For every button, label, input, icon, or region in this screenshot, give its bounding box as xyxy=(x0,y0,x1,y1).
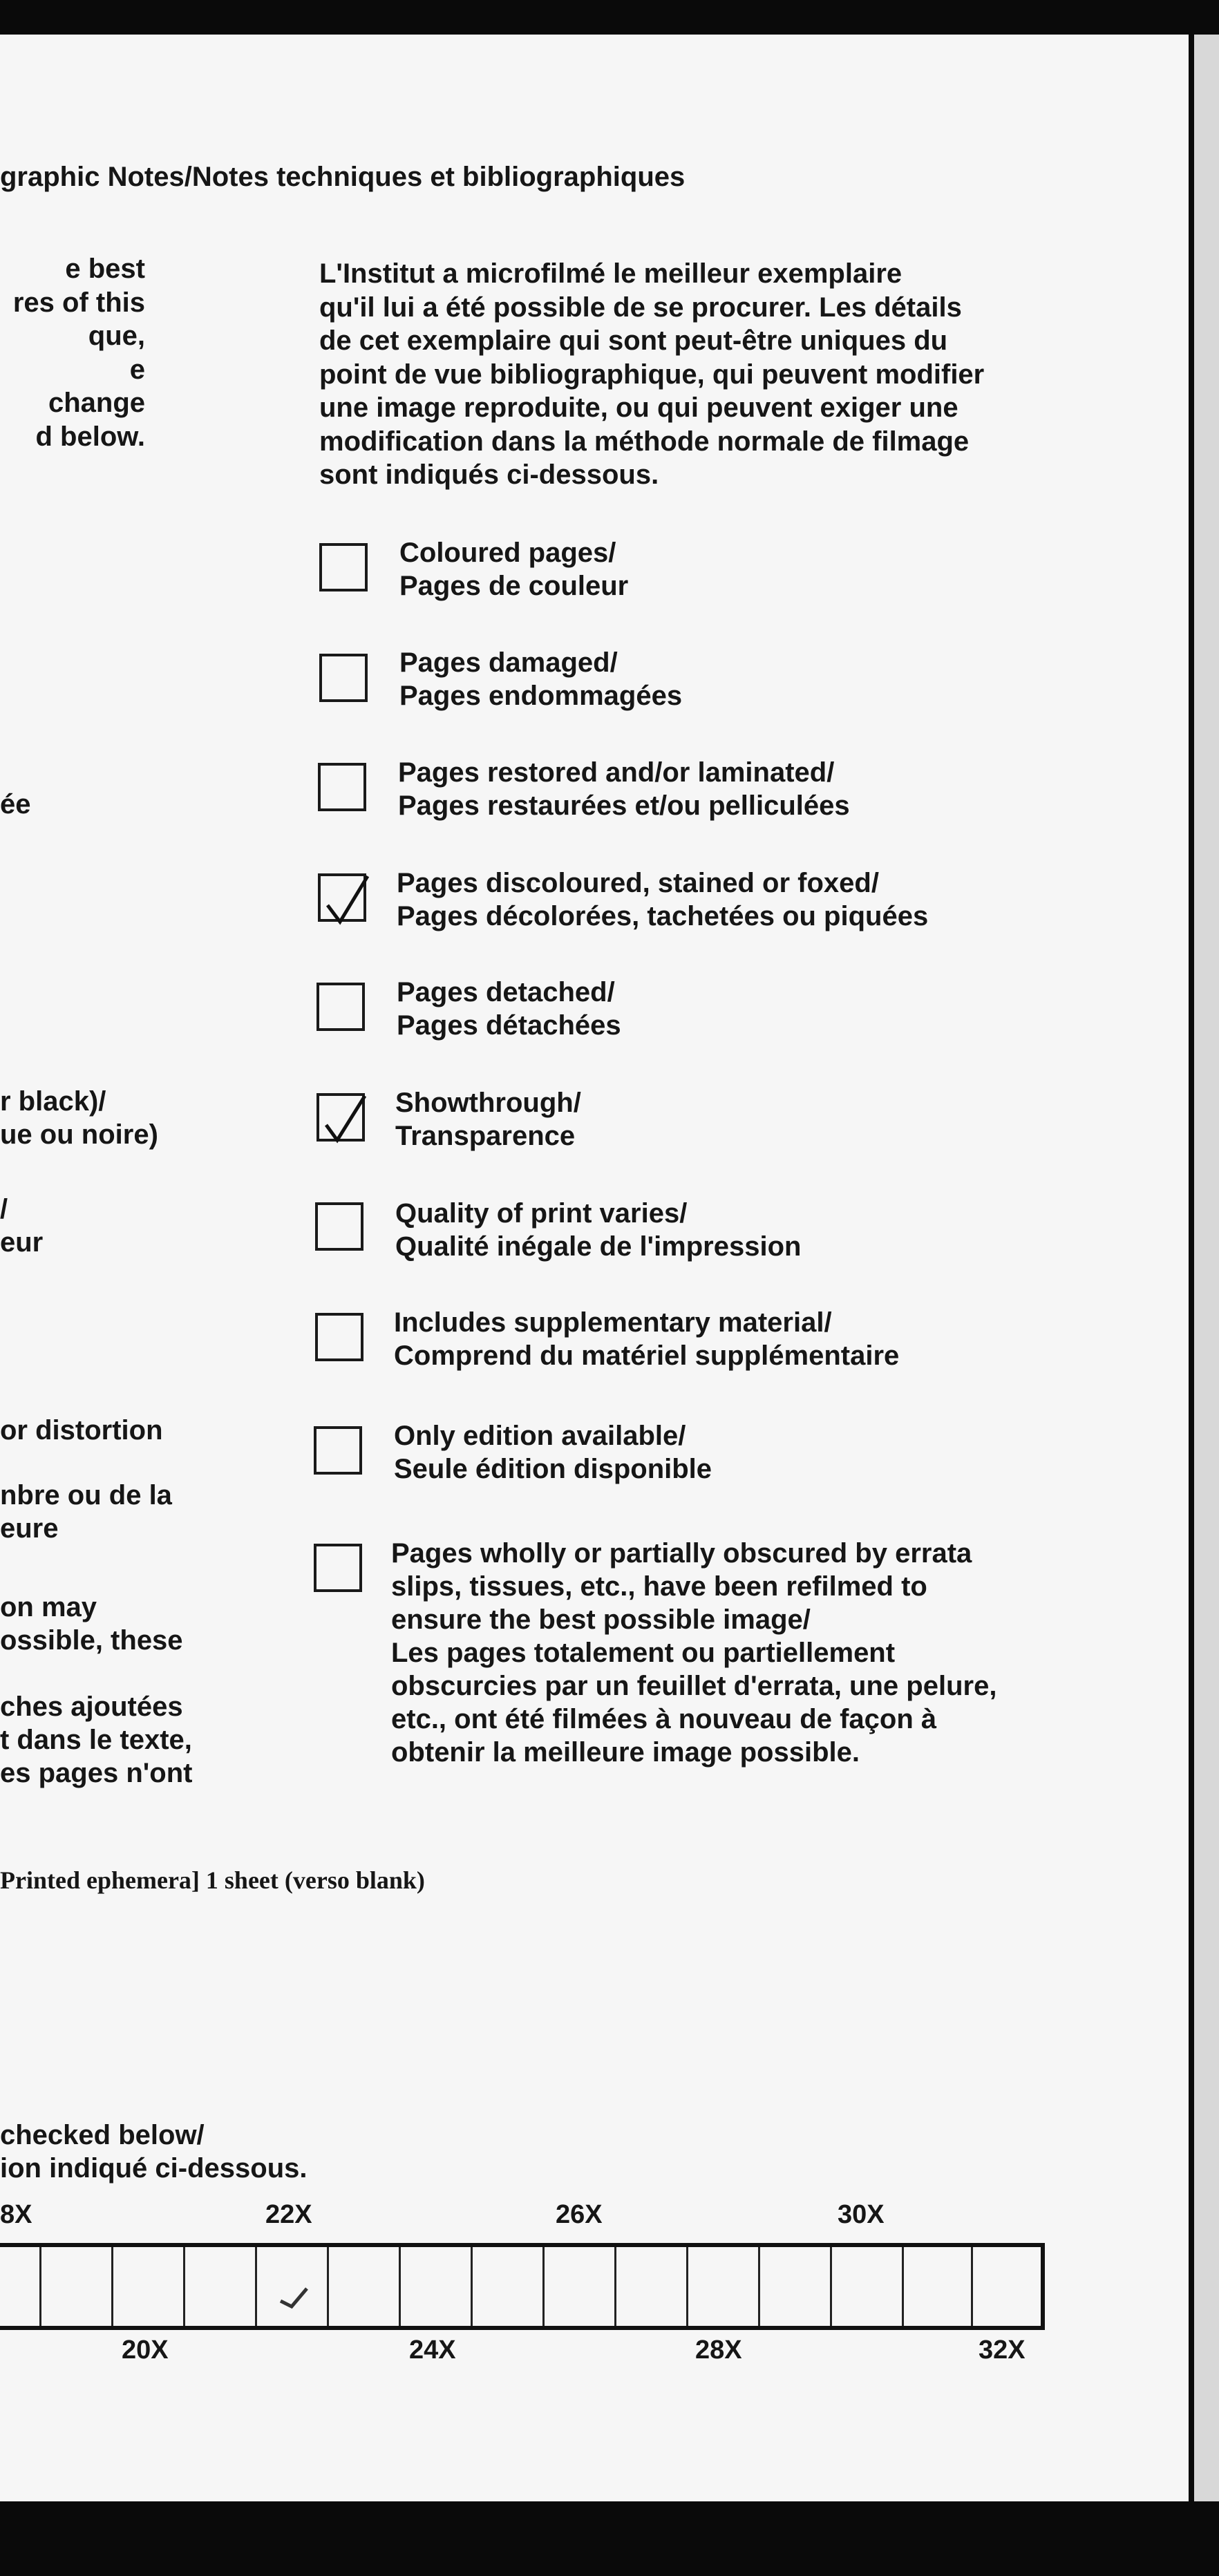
label-pages-discoloured xyxy=(397,866,928,933)
label-pages-obscured xyxy=(391,1537,996,1769)
intro-line: de cet exemplaire qui sont peut-être uniques du xyxy=(319,325,948,356)
scale-cell[interactable] xyxy=(0,2247,41,2326)
checkbox-showthrough[interactable] xyxy=(316,1093,365,1142)
checkbox-pages-discoloured[interactable] xyxy=(318,873,366,922)
label-line: Quality of print varies/ xyxy=(395,1198,688,1229)
label-line: Pages detached/ xyxy=(397,977,615,1007)
label-line: Pages wholly or partially obscured by errata xyxy=(391,1538,972,1569)
scale-cell[interactable] xyxy=(760,2247,832,2326)
scale-cell[interactable] xyxy=(832,2247,904,2326)
intro-line: une image reproduite, ou qui peuvent exiger une xyxy=(319,392,958,423)
scale-label-bottom: 28X xyxy=(695,2336,742,2365)
page-title: graphic Notes/Notes techniques et bibliographiques xyxy=(0,162,686,192)
checkbox-supplementary-material[interactable] xyxy=(315,1313,363,1361)
left-fragment-line: ue ou noire) xyxy=(0,1119,158,1150)
intro-line: sont indiqués ci-dessous. xyxy=(319,460,659,490)
scale-cell[interactable] xyxy=(113,2247,185,2326)
left-fragment xyxy=(0,1193,43,1259)
label-pages-restored xyxy=(398,756,850,822)
label-line: Showthrough/ xyxy=(395,1088,581,1118)
label-line: Pages discoloured, stained or foxed/ xyxy=(397,868,879,898)
left-fragment-line: on may xyxy=(0,1592,97,1622)
left-fragment: ée xyxy=(0,789,31,820)
scale-cell-checked[interactable] xyxy=(257,2247,329,2326)
intro-left-line: que, xyxy=(88,321,145,351)
check-mark-icon xyxy=(257,2247,329,2326)
label-coloured-pages xyxy=(399,536,628,603)
checkbox-only-edition[interactable] xyxy=(314,1426,362,1475)
checkbox-pages-obscured[interactable] xyxy=(314,1544,362,1592)
checkbox-pages-restored[interactable] xyxy=(318,763,366,811)
intro-line: point de vue bibliographique, qui peuvent modifier xyxy=(319,359,985,390)
label-line: Pages de couleur xyxy=(399,571,629,601)
scale-label-bottom: 32X xyxy=(979,2336,1026,2365)
left-fragment-line: / xyxy=(0,1194,8,1224)
adjacent-page-edge xyxy=(1194,35,1219,2501)
label-showthrough xyxy=(395,1086,581,1153)
left-fragment-line: or distortion xyxy=(0,1415,163,1446)
intro-left-line: res of this xyxy=(12,287,145,318)
label-line: Pages damaged/ xyxy=(399,647,618,678)
scale-cell[interactable] xyxy=(329,2247,401,2326)
label-line: Coloured pages/ xyxy=(399,538,616,568)
label-pages-damaged xyxy=(399,646,682,712)
checkbox-coloured-pages[interactable] xyxy=(319,543,368,591)
scale-label-top: 8X xyxy=(0,2200,32,2229)
scale-label-bottom: 20X xyxy=(122,2336,169,2365)
label-line: Transparence xyxy=(395,1121,576,1151)
left-fragment-line: t dans le texte, xyxy=(0,1725,192,1755)
scale-cell[interactable] xyxy=(185,2247,257,2326)
left-fragment xyxy=(0,1591,192,1790)
label-line: Pages restored and/or laminated/ xyxy=(398,757,835,788)
intro-left-line: e best xyxy=(65,254,145,284)
scale-label-top: 30X xyxy=(838,2200,885,2229)
label-line: Seule édition disponible xyxy=(394,1454,712,1484)
label-supplementary-material xyxy=(394,1306,899,1372)
scale-label-bottom: 24X xyxy=(409,2336,456,2365)
check-mark-icon xyxy=(322,872,372,927)
scale-cell[interactable] xyxy=(473,2247,545,2326)
reduction-line: checked below/ xyxy=(0,2120,205,2150)
label-line: obtenir la meilleure image possible. xyxy=(391,1737,860,1768)
label-pages-detached xyxy=(397,976,621,1042)
left-fragment-line: nbre ou de la xyxy=(0,1480,172,1510)
left-fragment-line: eur xyxy=(0,1227,44,1258)
reduction-ratio-text xyxy=(0,2119,308,2185)
intro-line: modification dans la méthode normale de filmage xyxy=(319,426,970,457)
label-quality-of-print xyxy=(395,1197,801,1263)
label-line: slips, tissues, etc., have been refilmed to xyxy=(391,1571,927,1602)
intro-left-line: e xyxy=(129,354,145,385)
left-fragment xyxy=(0,1085,158,1151)
label-line: ensure the best possible image/ xyxy=(391,1604,811,1635)
intro-left-line: change xyxy=(48,388,145,418)
label-line: Only edition available/ xyxy=(394,1421,686,1451)
checkbox-quality-of-print[interactable] xyxy=(315,1202,363,1251)
intro-paragraph xyxy=(319,257,1149,492)
reduction-line: ion indiqué ci-dessous. xyxy=(0,2153,308,2184)
left-fragment-line: eure xyxy=(0,1513,59,1544)
left-fragment-line: ches ajoutées xyxy=(0,1692,183,1722)
left-fragment-line: ossible, these xyxy=(0,1625,183,1656)
label-line: Pages détachées xyxy=(397,1010,621,1041)
label-only-edition xyxy=(394,1419,712,1486)
label-line: obscurcies par un feuillet d'errata, une pelure, xyxy=(391,1671,997,1701)
checkbox-pages-damaged[interactable] xyxy=(319,654,368,702)
intro-left-line: d below. xyxy=(35,421,145,452)
left-fragment-line: r black)/ xyxy=(0,1086,106,1117)
scale-label-top: 26X xyxy=(556,2200,603,2229)
check-mark-icon xyxy=(321,1092,370,1147)
checkbox-pages-detached[interactable] xyxy=(316,983,365,1031)
scale-cell[interactable] xyxy=(41,2247,113,2326)
scale-label-top: 22X xyxy=(265,2200,312,2229)
intro-line: L'Institut a microfilmé le meilleur exemplaire xyxy=(319,258,903,289)
label-line: Pages restaurées et/ou pelliculées xyxy=(398,790,850,821)
scale-cell[interactable] xyxy=(688,2247,760,2326)
scale-cell[interactable] xyxy=(904,2247,973,2326)
label-line: Qualité inégale de l'impression xyxy=(395,1231,802,1262)
label-line: etc., ont été filmées à nouveau de façon à xyxy=(391,1704,937,1734)
left-fragment xyxy=(0,1414,172,1545)
scale-cell[interactable] xyxy=(973,2247,1041,2326)
left-fragment-line xyxy=(0,1657,192,1690)
label-line: Pages endommagées xyxy=(399,681,683,711)
additional-comments-note: Printed ephemera] 1 sheet (verso blank) xyxy=(0,1866,425,1894)
scale-cell[interactable] xyxy=(545,2247,616,2326)
left-fragment-line: es pages n'ont xyxy=(0,1758,193,1788)
reduction-scale-grid xyxy=(0,2243,1045,2330)
label-line: Les pages totalement ou partiellement xyxy=(391,1638,896,1668)
label-line: Pages décolorées, tachetées ou piquées xyxy=(397,901,929,931)
scale-cell[interactable] xyxy=(401,2247,473,2326)
intro-line: qu'il lui a été possible de se procurer. Les détails xyxy=(319,292,962,323)
label-line: Comprend du matériel supplémentaire xyxy=(394,1341,900,1371)
scale-cell[interactable] xyxy=(616,2247,688,2326)
intro-left-fragments xyxy=(0,252,145,453)
label-line: Includes supplementary material/ xyxy=(394,1307,832,1338)
